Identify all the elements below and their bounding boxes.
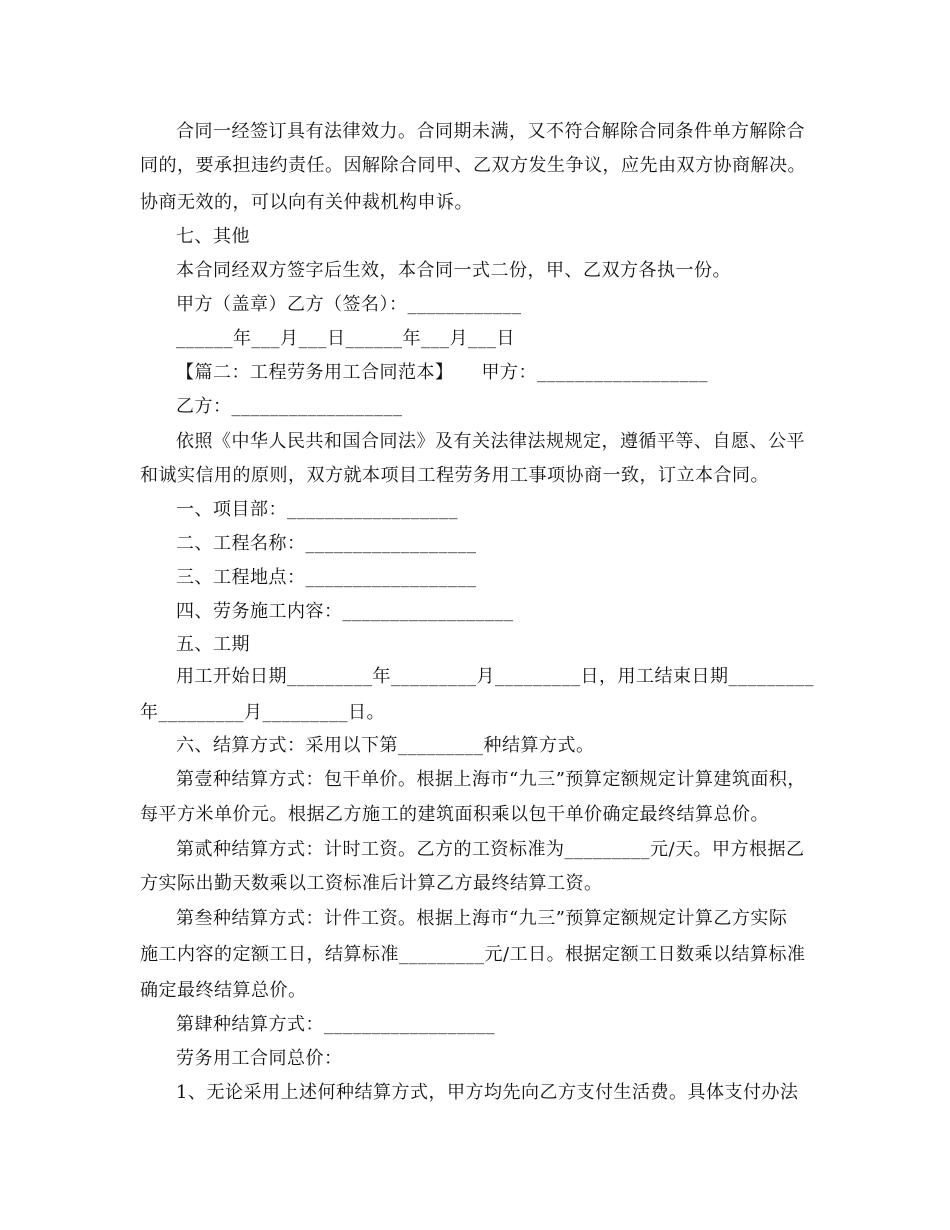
form-line: 四、劳务施工内容：__________________ (176, 601, 514, 622)
text-line: 每平方米单价元。根据乙方施工的建筑面积乘以包干单价确定最终结算总价。 (140, 804, 769, 825)
form-line: 第肆种结算方式：__________________ (176, 1014, 495, 1035)
text-line: 协商无效的，可以向有关仲裁机构申诉。 (140, 192, 473, 213)
form-line: 三、工程地点：__________________ (176, 567, 477, 588)
section-heading: 五、工期 (176, 634, 250, 655)
section-title: 【篇二：工程劳务用工合同范本】 甲方：__________________ (176, 362, 708, 383)
text-line: 和诚实信用的原则，双方就本项目工程劳务用工事项协商一致，订立本合同。 (140, 465, 769, 486)
text-line: 本合同经双方签字后生效，本合同一式二份，甲、乙双方各执一份。 (176, 260, 731, 281)
text-line: 年_________月_________日。 (140, 702, 385, 723)
text-line: 劳务用工合同总价： (176, 1048, 343, 1069)
text-line: 合同一经签订具有法律效力。合同期未满，又不符合解除合同条件单方解除合 (176, 121, 805, 142)
text-line: 1、无论采用上述何种结算方式，甲方均先向乙方支付生活费。具体支付办法 (176, 1082, 799, 1103)
text-line: 方实际出勤天数乘以工资标准后计算乙方最终结算工资。 (140, 873, 603, 894)
text-line: 施工内容的定额工日，结算标准_________元/工日。根据定额工日数乘以结算标准 (140, 944, 806, 965)
form-line: 二、工程名称：__________________ (176, 533, 477, 554)
text-line: 第叁种结算方式：计件工资。根据上海市“九三”预算定额规定计算乙方实际 (176, 908, 788, 929)
text-line: 第贰种结算方式：计时工资。乙方的工资标准为_________元/天。甲方根据乙 (176, 839, 805, 860)
section-heading: 七、其他 (176, 226, 250, 247)
text-line: 用工开始日期_________年_________月_________日，用工结束日期_________ (176, 666, 814, 687)
date-line: ______年___月___日______年___月___日 (176, 328, 515, 349)
party-b-line: 乙方：__________________ (176, 396, 403, 417)
text-line: 第壹种结算方式：包干单价。根据上海市“九三”预算定额规定计算建筑面积， (176, 769, 806, 790)
text-line: 依照《中华人民共和国合同法》及有关法律法规规定，遵循平等、自愿、公平 (176, 431, 805, 452)
signature-line: 甲方（盖章）乙方（签名）：____________ (176, 294, 522, 315)
text-line: 确定最终结算总价。 (140, 980, 307, 1001)
text-line: 同的，要承担违约责任。因解除合同甲、乙双方发生争议，应先由双方协商解决。 (140, 155, 806, 176)
text-line: 六、结算方式：采用以下第_________种结算方式。 (176, 735, 595, 756)
form-line: 一、项目部：__________________ (176, 499, 458, 520)
